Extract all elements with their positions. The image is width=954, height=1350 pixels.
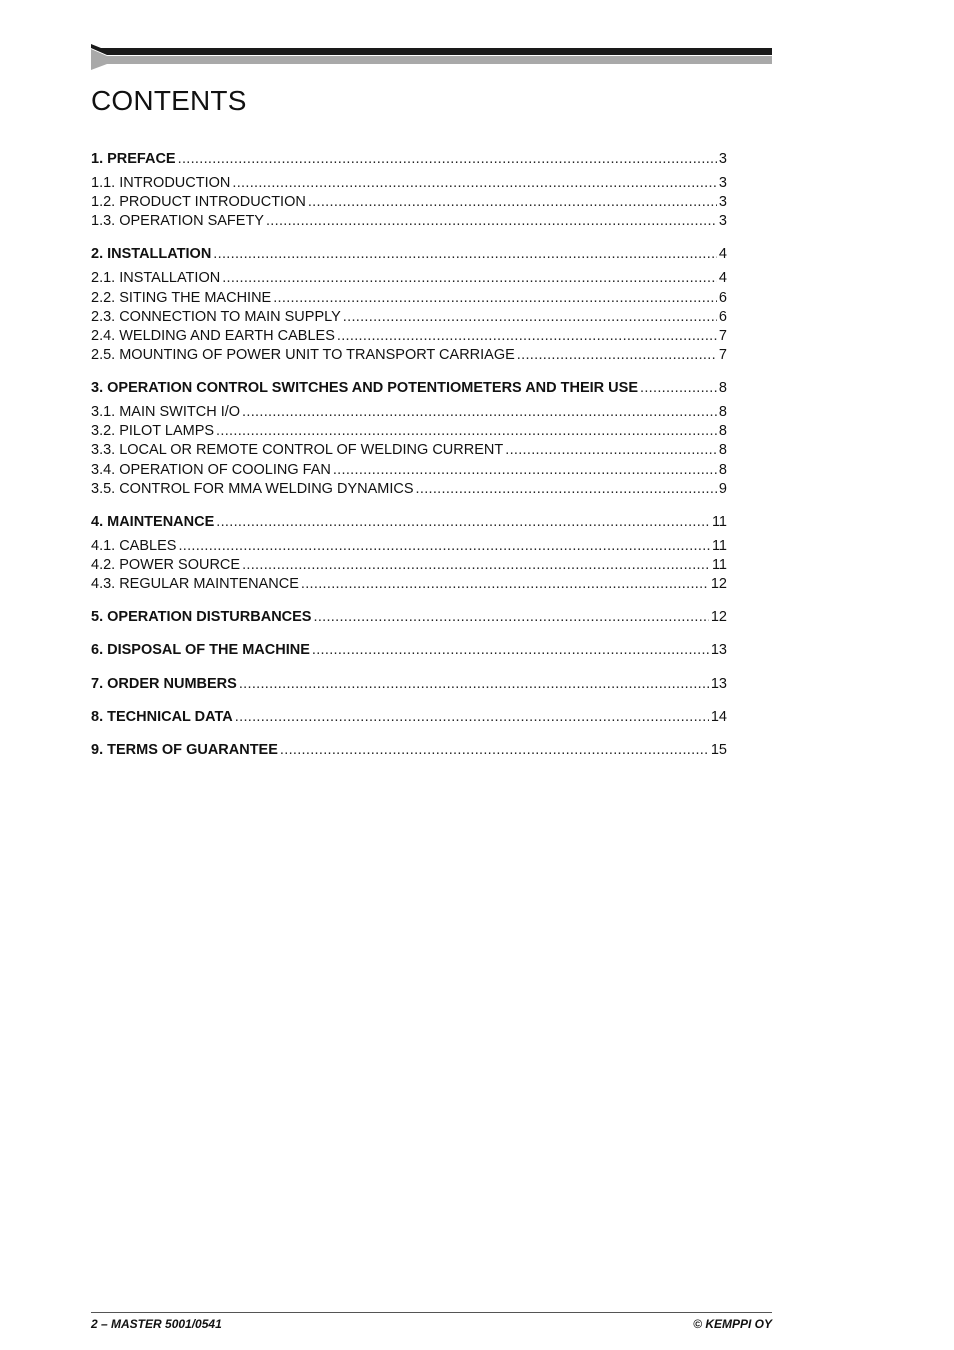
- toc-entry-label: 3.4. OPERATION OF COOLING FAN: [91, 461, 331, 478]
- toc-subsection-entry[interactable]: [91, 422, 727, 441]
- toc-entry-label: 2.5. MOUNTING OF POWER UNIT TO TRANSPORT CARRIAGE: [91, 347, 515, 364]
- toc-subsection-entry[interactable]: [91, 556, 727, 575]
- toc-entry-label: 2.3. CONNECTION TO MAIN SUPPLY: [91, 308, 341, 325]
- toc-entry-label: 4.2. POWER SOURCE: [91, 557, 241, 574]
- toc-entry-label: 8. TECHNICAL DATA: [91, 709, 233, 726]
- toc-subsection-entry[interactable]: [91, 269, 727, 288]
- footer-document-id: 2 – MASTER 5001/0541: [91, 1317, 222, 1331]
- toc-subsection-entry[interactable]: [91, 461, 727, 480]
- toc-subsection-entry[interactable]: [91, 193, 727, 212]
- toc-section-entry[interactable]: [91, 641, 727, 661]
- toc-page-number: 12: [710, 576, 727, 593]
- toc-entry-label: 1. PREFACE: [91, 151, 176, 167]
- toc-entry-label: 4.1. CABLES: [91, 537, 177, 554]
- toc-page-number: 8: [718, 423, 727, 440]
- toc-subsection-entry[interactable]: [91, 537, 727, 556]
- table-of-contents: [91, 150, 727, 761]
- toc-subsection-entry[interactable]: [91, 327, 727, 346]
- toc-subsection-entry[interactable]: [91, 403, 727, 422]
- toc-page-number: 11: [711, 537, 727, 554]
- header-decorative-bar: [91, 44, 772, 70]
- toc-page-number: 15: [710, 742, 727, 759]
- toc-section-entry[interactable]: [91, 608, 727, 628]
- toc-page-number: 7: [718, 347, 727, 364]
- toc-section-entry[interactable]: [91, 675, 727, 695]
- toc-entry-label: 4.3. REGULAR MAINTENANCE: [91, 576, 299, 593]
- toc-dot-leader: [239, 675, 709, 695]
- toc-page-number: 8: [718, 442, 727, 459]
- toc-page-number: 11: [711, 513, 727, 530]
- toc-entry-label: 1.3. OPERATION SAFETY: [91, 213, 264, 230]
- toc-section-entry[interactable]: [91, 708, 727, 728]
- toc-page-number: 4: [718, 246, 727, 263]
- toc-entry-label: 4. MAINTENANCE: [91, 513, 215, 530]
- toc-section-entry[interactable]: [91, 741, 727, 761]
- page-title: CONTENTS: [91, 85, 247, 116]
- toc-page-number: 12: [710, 609, 727, 626]
- toc-dot-leader: [232, 174, 717, 193]
- toc-subsection-entry[interactable]: [91, 289, 727, 308]
- toc-section-entry[interactable]: [91, 513, 727, 533]
- toc-subsection-entry[interactable]: [91, 346, 727, 365]
- toc-page-number: 3: [718, 213, 727, 230]
- toc-section-entry[interactable]: [91, 379, 727, 399]
- toc-page-number: 6: [718, 289, 727, 306]
- toc-subsection-entry[interactable]: [91, 212, 727, 231]
- toc-dot-leader: [178, 537, 710, 556]
- toc-entry-label: 3.3. LOCAL OR REMOTE CONTROL OF WELDING CURRENT: [91, 442, 504, 459]
- toc-entry-label: 2. INSTALLATION: [91, 246, 212, 263]
- toc-dot-leader: [301, 575, 709, 594]
- toc-subsection-entry[interactable]: [91, 174, 727, 193]
- toc-page-number: 7: [718, 327, 727, 344]
- toc-entry-label: 2.2. SITING THE MACHINE: [91, 289, 272, 306]
- toc-dot-leader: [308, 193, 717, 212]
- toc-page-number: 6: [718, 308, 727, 325]
- toc-dot-leader: [266, 212, 717, 231]
- toc-page-number: 8: [718, 380, 727, 397]
- toc-entry-label: 2.1. INSTALLATION: [91, 270, 221, 287]
- toc-dot-leader: [313, 608, 708, 628]
- toc-entry-label: 3.5. CONTROL FOR MMA WELDING DYNAMICS: [91, 480, 414, 497]
- toc-entry-label: 1.2. PRODUCT INTRODUCTION: [91, 194, 306, 211]
- toc-page-number: 4: [718, 270, 727, 287]
- toc-subsection-entry[interactable]: [91, 441, 727, 460]
- toc-page-number: 14: [710, 709, 727, 726]
- toc-page-number: 3: [718, 175, 727, 191]
- toc-page-number: 11: [711, 557, 727, 574]
- toc-dot-leader: [235, 708, 709, 728]
- toc-entry-label: 3. OPERATION CONTROL SWITCHES AND POTENTIOMETERS AND THEIR USE: [91, 380, 638, 397]
- toc-section-entry[interactable]: [91, 150, 727, 170]
- toc-entry-label: 9. TERMS OF GUARANTEE: [91, 742, 278, 759]
- toc-page-number: 9: [718, 480, 727, 497]
- toc-page-number: 3: [718, 194, 727, 211]
- toc-page-number: 8: [718, 404, 727, 421]
- toc-dot-leader: [517, 346, 717, 365]
- toc-entry-label: 6. DISPOSAL OF THE MACHINE: [91, 642, 310, 659]
- toc-dot-leader: [343, 308, 717, 327]
- toc-dot-leader: [178, 150, 717, 170]
- toc-subsection-entry[interactable]: [91, 575, 727, 594]
- footer-copyright: © KEMPPI OY: [693, 1317, 772, 1331]
- toc-dot-leader: [416, 480, 717, 499]
- toc-entry-label: 2.4. WELDING AND EARTH CABLES: [91, 327, 335, 344]
- toc-page-number: 8: [718, 461, 727, 478]
- toc-entry-label: 3.1. MAIN SWITCH I/O: [91, 404, 241, 421]
- toc-dot-leader: [216, 513, 710, 533]
- toc-dot-leader: [242, 556, 710, 575]
- toc-dot-leader: [273, 289, 717, 308]
- toc-dot-leader: [640, 379, 717, 399]
- toc-dot-leader: [333, 461, 717, 480]
- toc-section-entry[interactable]: [91, 245, 727, 265]
- toc-entry-label: 1.1. INTRODUCTION: [91, 175, 231, 191]
- toc-entry-label: 3.2. PILOT LAMPS: [91, 423, 215, 440]
- toc-dot-leader: [242, 403, 717, 422]
- toc-page-number: 13: [710, 675, 727, 692]
- toc-entry-label: 7. ORDER NUMBERS: [91, 675, 237, 692]
- toc-dot-leader: [213, 245, 717, 265]
- toc-subsection-entry[interactable]: [91, 308, 727, 327]
- toc-page-number: 3: [718, 151, 727, 167]
- toc-dot-leader: [505, 441, 717, 460]
- toc-dot-leader: [337, 327, 717, 346]
- toc-page-number: 13: [710, 642, 727, 659]
- toc-dot-leader: [280, 741, 709, 761]
- toc-dot-leader: [312, 641, 709, 661]
- footer-divider: [91, 1312, 772, 1313]
- toc-subsection-entry[interactable]: [91, 480, 727, 499]
- toc-entry-label: 5. OPERATION DISTURBANCES: [91, 609, 312, 626]
- toc-dot-leader: [222, 269, 717, 288]
- toc-dot-leader: [216, 422, 717, 441]
